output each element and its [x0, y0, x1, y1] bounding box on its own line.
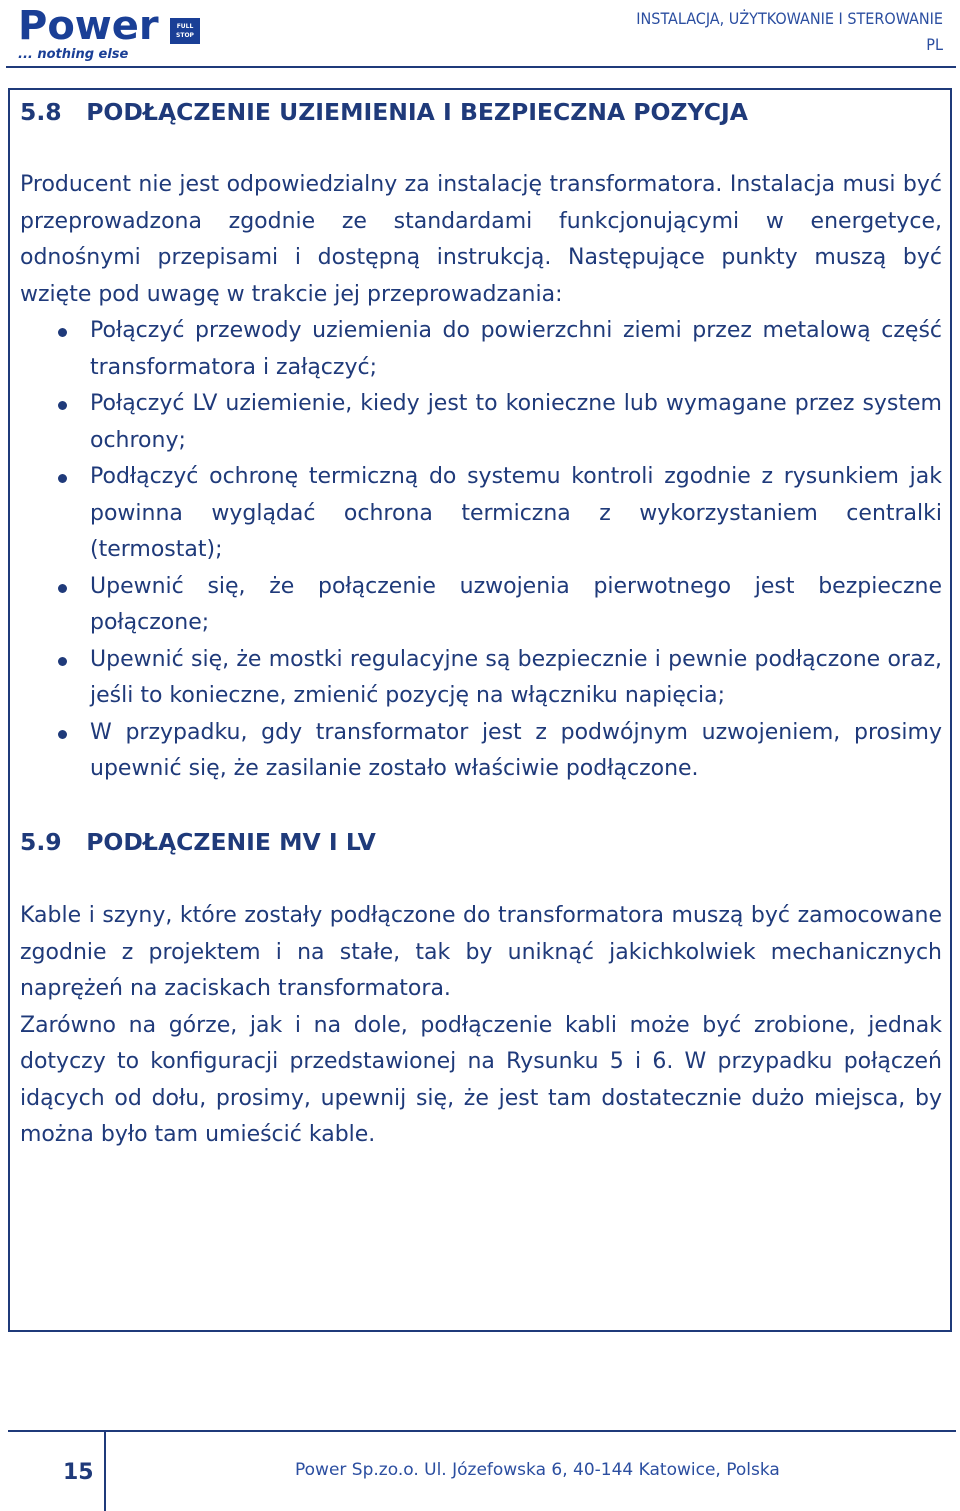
list-item	[20, 642, 942, 715]
footer-divider	[8, 1430, 956, 1432]
page-number: 15	[63, 1460, 94, 1485]
list-item	[20, 459, 942, 569]
intro-paragraph: Producent nie jest odpowiedzialny za instalację transformatora. Instalacja musi być przeprowadzona zgodnie ze standardami funkcjonującymi w energetyce, odnośnymi przepisami i dostępną instrukcją. Następujące punkty muszą być wzięte pod uwagę w trakcie jej przeprowadzania:	[20, 172, 942, 307]
language-code: PL	[926, 35, 943, 54]
section-heading-5-8	[20, 94, 748, 130]
section-title: PODŁĄCZENIE MV I LV	[86, 828, 376, 856]
list-item	[20, 715, 942, 788]
bullet-icon	[58, 584, 67, 593]
section-number: 5.9	[20, 828, 62, 856]
requirements-list	[20, 313, 942, 788]
bullet-icon	[58, 474, 67, 483]
list-item-text: Upewnić się, że mostki regulacyjne są bezpiecznie i pewnie podłączone oraz, jeśli to konieczne, zmienić pozycję na włączniku napięcia;	[90, 646, 942, 708]
bullet-icon	[58, 328, 67, 337]
document-header	[636, 6, 943, 58]
bullet-icon	[58, 401, 67, 410]
section-number: 5.8	[20, 98, 62, 126]
list-item	[20, 313, 942, 386]
section-heading-5-9	[20, 824, 376, 860]
list-item	[20, 386, 942, 459]
list-item-text: W przypadku, gdy transformator jest z podwójnym uzwojeniem, prosimy upewnić się, że zasilanie zostało właściwie podłączone.	[90, 719, 942, 781]
document-title: INSTALACJA, UŻYTKOWANIE I STEROWANIE	[636, 9, 943, 28]
header-divider	[6, 66, 956, 68]
section-5-9-body	[20, 898, 942, 1154]
company-logo	[18, 4, 198, 62]
logo-tagline: ... nothing else	[18, 47, 129, 62]
list-item-text: Połączyć przewody uziemienia do powierzchni ziemi przez metalową część transformatora i załączyć;	[90, 318, 942, 380]
section-title: PODŁĄCZENIE UZIEMIENIA I BEZPIECZNA POZYCJA	[86, 98, 748, 126]
list-item	[20, 569, 942, 642]
bullet-icon	[58, 657, 67, 666]
paragraph: Zarówno na górze, jak i na dole, podłączenie kabli może być zrobione, jednak dotyczy to konfiguracji przedstawionej na Rysunku 5 i 6. W przypadku połączeń idących od dołu, prosimy, upewnij się, że jest tam dostatecznie dużo miejsca, by można było tam umieścić kable.	[20, 1012, 942, 1147]
bullet-icon	[58, 730, 67, 739]
list-item-text: Połączyć LV uziemienie, kiedy jest to konieczne lub wymagane przez system ochrony;	[90, 391, 942, 453]
logo-wordmark: Power	[18, 3, 159, 49]
logo-badge: FULL STOP	[170, 18, 200, 44]
section-5-8-body	[20, 167, 942, 788]
list-item-text: Podłączyć ochronę termiczną do systemu kontroli zgodnie z rysunkiem jak powinna wyglądać ochrona termiczna z wykorzystaniem centralki (termostat);	[90, 464, 942, 562]
list-item-text: Upewnić się, że połączenie uzwojenia pierwotnego jest bezpieczne połączone;	[90, 573, 942, 635]
paragraph: Kable i szyny, które zostały podłączone do transformatora muszą być zamocowane zgodnie z projektem i na stałe, tak by uniknąć jakichkolwiek mechanicznych naprężeń na zaciskach transformatora.	[20, 903, 942, 1001]
footer-address: Power Sp.zo.o. Ul. Józefowska 6, 40-144 Katowice, Polska	[295, 1460, 780, 1480]
footer-separator	[104, 1430, 106, 1511]
